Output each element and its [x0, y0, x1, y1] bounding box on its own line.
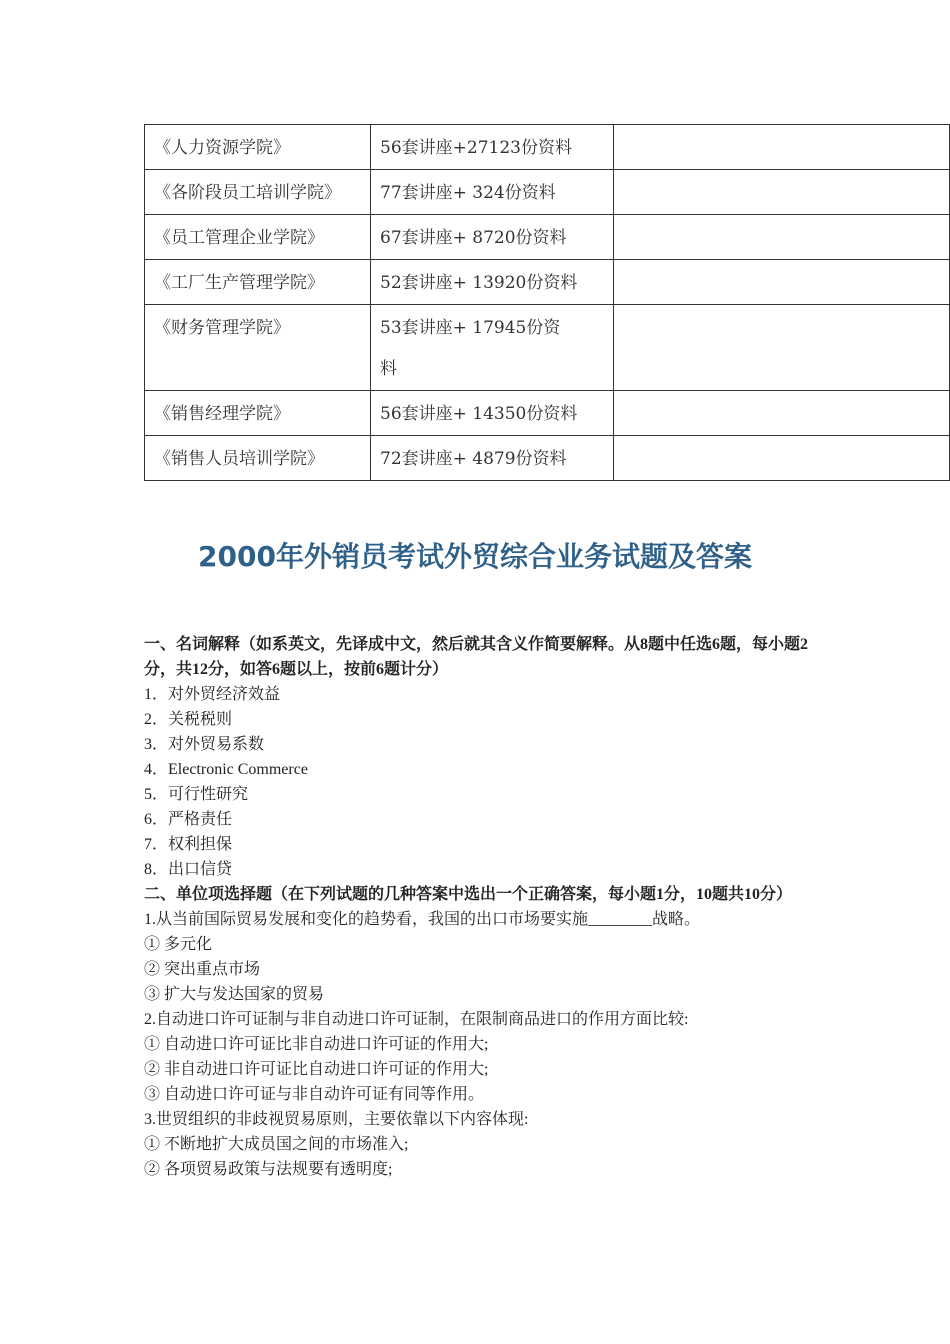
document-title: 2000年外销员考试外贸综合业务试题及答案 — [198, 540, 752, 573]
resource-count-cell: 52套讲座+ 13920份资料 — [371, 260, 614, 305]
college-name-cell: 《员工管理企业学院》 — [145, 215, 371, 260]
resource-count-cell: 56套讲座+ 14350份资料 — [371, 391, 614, 436]
table-row — [145, 125, 950, 170]
section-1-heading: 一、名词解释（如系英文，先译成中文，然后就其含义作简要解释。从8题中任选6题，每小题2分，共12分，如答6题以上，按前6题计分） — [144, 636, 809, 678]
table-row — [145, 391, 950, 436]
option-line: ① 多元化 — [144, 936, 213, 953]
table-row — [145, 305, 950, 391]
option-line: ③ 自动进口许可证与非自动许可证有同等作用。 — [144, 1086, 485, 1103]
question-line: 3.世贸组织的非歧视贸易原则，主要依靠以下内容体现: — [144, 1111, 529, 1128]
option-line: ③ 扩大与发达国家的贸易 — [144, 986, 325, 1003]
list-item: 5．可行性研究 — [144, 786, 249, 803]
college-name-cell: 《工厂生产管理学院》 — [145, 260, 371, 305]
list-item: 8．出口信贷 — [144, 861, 233, 878]
resource-count-cell: 53套讲座+ 17945份资料 — [371, 305, 614, 391]
resource-count-cell: 77套讲座+ 324份资料 — [371, 170, 614, 215]
table-row — [145, 170, 950, 215]
list-item: 6．严格责任 — [144, 811, 233, 828]
table-row — [145, 260, 950, 305]
catalog-table — [144, 124, 950, 481]
list-item: 2．关税税则 — [144, 711, 233, 728]
list-item: 3．对外贸易系数 — [144, 736, 265, 753]
resource-count-cell: 67套讲座+ 8720份资料 — [371, 215, 614, 260]
option-line: ② 非自动进口许可证比自动进口许可证的作用大; — [144, 1061, 489, 1078]
resource-count-cell: 56套讲座+27123份资料 — [371, 125, 614, 170]
college-name-cell: 《财务管理学院》 — [145, 305, 371, 391]
table-row — [145, 215, 950, 260]
option-line: ① 自动进口许可证比非自动进口许可证的作用大; — [144, 1036, 489, 1053]
list-item: 7．权利担保 — [144, 836, 233, 853]
section-2-heading: 二、单位项选择题（在下列试题的几种答案中选出一个正确答案，每小题1分，10题共10分） — [144, 886, 793, 903]
option-line: ② 突出重点市场 — [144, 961, 261, 978]
college-name-cell: 《各阶段员工培训学院》 — [145, 170, 371, 215]
list-item: 4．Electronic Commerce — [144, 761, 308, 778]
exam-body — [144, 632, 824, 1182]
empty-cell — [614, 391, 950, 436]
resource-count-cell: 72套讲座+ 4879份资料 — [371, 436, 614, 481]
college-name-cell: 《人力资源学院》 — [145, 125, 371, 170]
table-row — [145, 436, 950, 481]
empty-cell — [614, 305, 950, 391]
option-line: ① 不断地扩大成员国之间的市场准入; — [144, 1136, 409, 1153]
empty-cell — [614, 260, 950, 305]
empty-cell — [614, 125, 950, 170]
empty-cell — [614, 436, 950, 481]
empty-cell — [614, 215, 950, 260]
question-line: 1.从当前国际贸易发展和变化的趋势看，我国的出口市场要实施________战略。 — [144, 911, 701, 928]
option-line: ② 各项贸易政策与法规要有透明度; — [144, 1161, 393, 1178]
empty-cell — [614, 170, 950, 215]
college-name-cell: 《销售人员培训学院》 — [145, 436, 371, 481]
question-line: 2.自动进口许可证制与非自动进口许可证制，在限制商品进口的作用方面比较: — [144, 1011, 689, 1028]
college-name-cell: 《销售经理学院》 — [145, 391, 371, 436]
list-item: 1．对外贸经济效益 — [144, 686, 281, 703]
